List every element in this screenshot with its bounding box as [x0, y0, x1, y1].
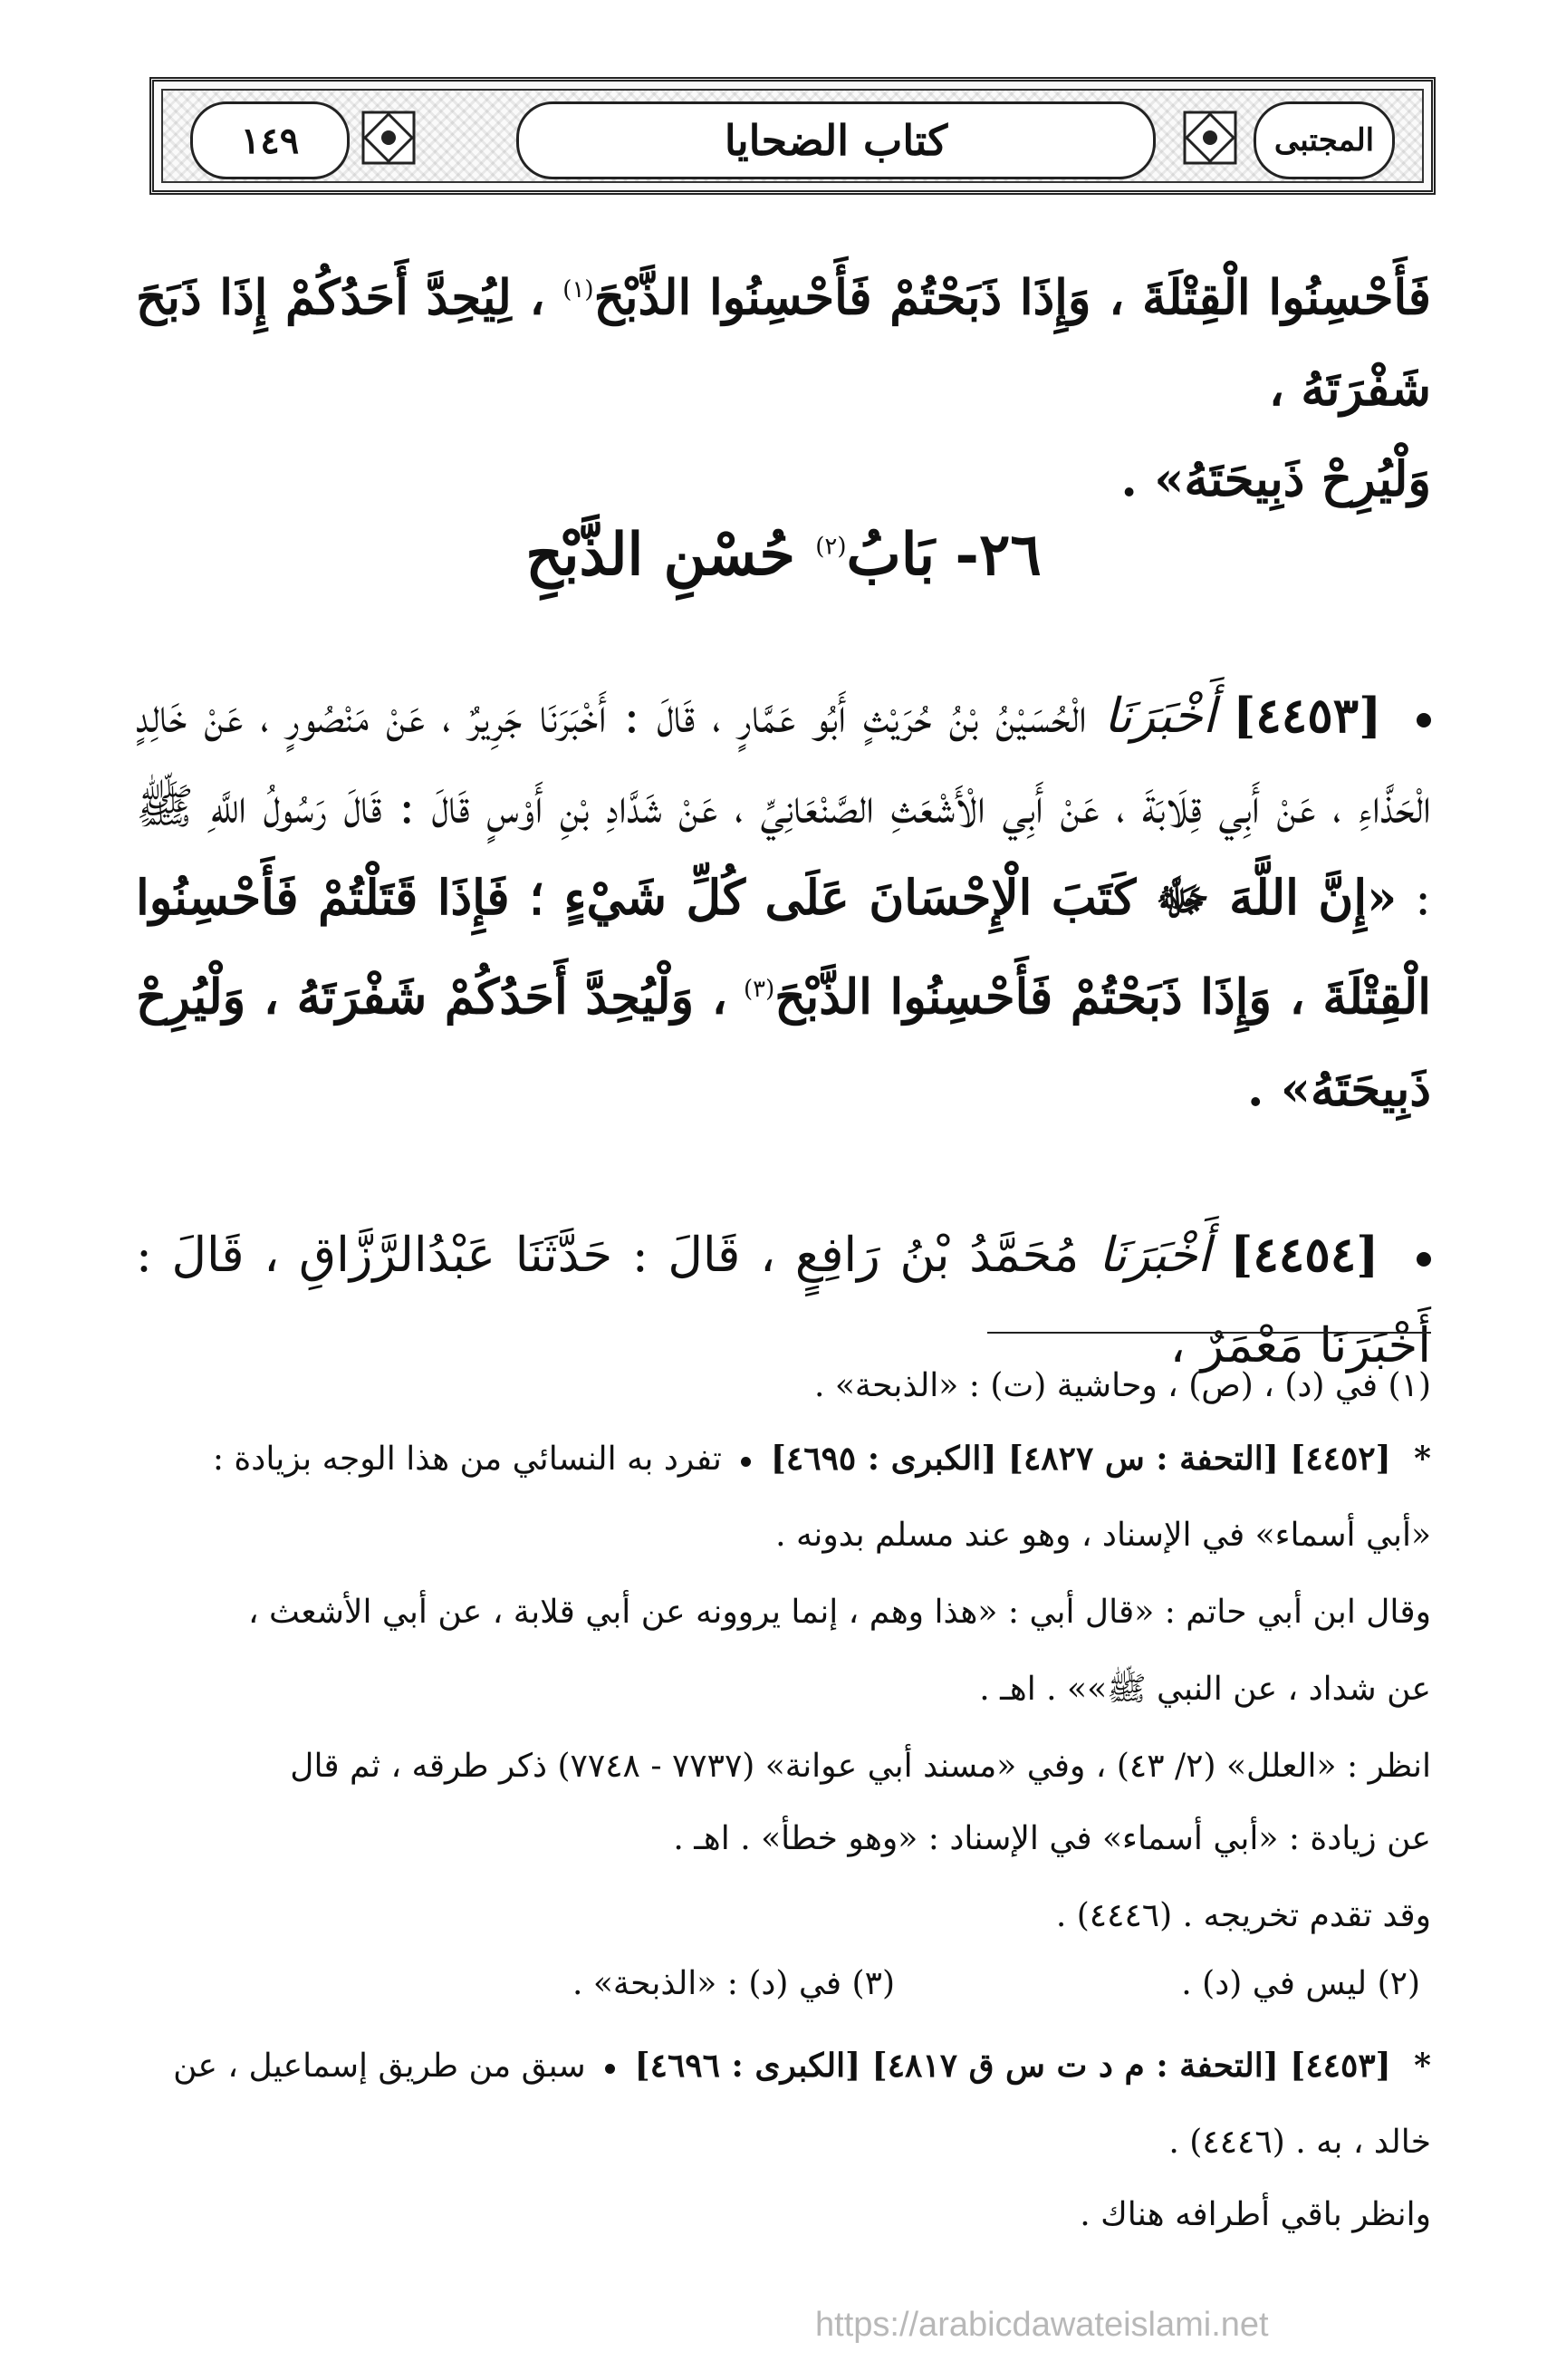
footnote-4452-ref: [٤٤٥٢] [التحفة : س ٤٨٢٧] [الكبرى : ٤٦٩٥]: [770, 1440, 1391, 1478]
footnote-4452-line-6: عن زيادة : «أبي أسماء» في الإسناد : «وهو خطأ» . اهـ .: [673, 1820, 1431, 1857]
bullet-icon: [1417, 713, 1431, 727]
footnote-4452-text: تفرد به النسائي من هذا الوجه بزيادة :: [212, 1441, 722, 1478]
akhbarana: أَخْبَرَنَا: [1103, 689, 1216, 744]
footnote-marker: (٢): [815, 533, 847, 561]
ornament-icon: [1179, 107, 1241, 169]
ornament-icon: [358, 107, 419, 169]
section-number: ٢٦-: [955, 521, 1042, 589]
series-logo: المجتبى: [1254, 101, 1395, 179]
footnote-1: (١) في (د) ، (ص) ، وحاشية (ت) : «الذبحة» .: [813, 1367, 1431, 1404]
bullet-icon: [1417, 1252, 1431, 1267]
bullet-icon: [741, 1457, 751, 1467]
footnote-marker: (١): [562, 276, 594, 304]
footnote-4453-line-2: خالد ، به . (٤٤٤٦) .: [1168, 2124, 1431, 2161]
section-title: حُسْنِ الذَّبْحِ: [525, 521, 795, 589]
hadith-number: [٤٤٥٤]: [1230, 1227, 1379, 1283]
footnote-4453-line-3: وانظر باقي أطرافه هناك .: [1080, 2196, 1431, 2233]
footnote-4452-line-2: «أبي أسماء» في الإسناد ، وهو عند مسلم بدونه .: [775, 1517, 1431, 1554]
footnote-marker: (٣): [743, 976, 775, 1003]
akhbarana: أَخْبَرَنَا: [1098, 1228, 1211, 1283]
footnote-4452: [136, 1431, 1431, 1487]
bullet-icon: [605, 2064, 615, 2074]
asterisk-icon: *: [1414, 2047, 1431, 2085]
footnote-4452-line-7: وقد تقدم تخريجه . (٤٤٤٦) .: [1055, 1897, 1431, 1934]
isnad: مُحَمَّدُ بْنُ رَافِعٍ ، قَالَ : حَدَّثَنَا عَبْدُالرَّزَّاقِ ، قَالَ : أَخْبَرَنَا مَعْمَرٌ ،: [136, 1228, 1431, 1373]
footnote-4453-ref: [٤٤٥٣] [التحفة : م د ت س ق ٤٨١٧] [الكبرى : ٤٦٩٦]: [634, 2047, 1391, 2085]
watermark-url: https://arabicdawateislami.net: [815, 2306, 1269, 2344]
footnote-3: (٣) في (د) : «الذبحة» .: [572, 1965, 895, 2002]
asterisk-icon: *: [1414, 1440, 1431, 1478]
section-bab: بَابُ: [846, 521, 936, 589]
continuation-line-1: فَأَحْسِنُوا الْقِتْلَةَ ، وَإِذَا ذَبَحْتُمْ فَأَحْسِنُوا الذَّبْحَ$^{(١)}$ ، لِيُحِدَّ أَحَدُكُمْ إِذَا ذَبَحَ شَفْرَتَهُ ،: [136, 269, 1432, 417]
footnote-4453: [136, 2038, 1431, 2094]
footnote-divider: [987, 1332, 1431, 1334]
page-number: ١٤٩: [190, 101, 350, 179]
header-ornamental-band: [161, 89, 1424, 183]
footnote-4452-line-4: عن شداد ، عن النبي ﷺ»» . اهـ .: [979, 1671, 1431, 1708]
hadith-4453-paragraph: [136, 670, 1431, 1135]
book-title: كتاب الضحايا: [516, 101, 1156, 179]
footnote-4452-line-3: وقال ابن أبي حاتم : «قال أبي : «هذا وهم ، إنما يروونه عن أبي قلابة ، عن أبي الأشعث ،: [247, 1594, 1431, 1631]
hadith-number: [٤٤٥٣]: [1233, 688, 1382, 744]
continuation-text: [136, 245, 1431, 525]
isnad: الْحُسَيْنُ بْنُ حُرَيْثٍ أَبُو عَمَّارٍ ، قَالَ : أَخْبَرَنَا جَرِيرٌ ، عَنْ مَنْصُورٍ ، عَنْ خَالِدٍ الْحَذَّاءِ ، عَنْ أَبِي قِلَابَةَ ، عَنْ أَبِي الْأَشْعَثِ الصَّنْعَانِيِّ ، عَنْ شَدَّادِ بْنِ أَوْسٍ قَالَ : قَالَ رَسُولُ اللَّهِ ﷺ :: [136, 689, 1431, 926]
matn: «إِنَّ اللَّهَ ﷻ كَتَبَ الْإِحْسَانَ عَلَى كُلِّ شَيْءٍ ؛ فَإِذَا قَتَلْتُمْ فَأَحْسِنُوا الْقِتْلَةَ ، وَإِذَا ذَبَحْتُمْ فَأَحْسِنُوا الذَّبْحَ: [136, 870, 1432, 1026]
footnote-4452-line-5: انظر : «العلل» (٢/ ٤٣) ، وفي «مسند أبي عوانة» (٧٧٣٧ - ٧٧٤٨) ذكر طرقه ، ثم قال: [290, 1748, 1431, 1785]
page-header: [149, 77, 1436, 195]
footnote-2: (٢) ليس في (د) .: [1181, 1965, 1420, 2002]
matn-end: ، وَلْيُحِدَّ أَحَدُكُمْ شَفْرَتَهُ ، وَلْيُرِحْ ذَبِيحَتَهُ» .: [136, 968, 1431, 1117]
continuation-line-2: وَلْيُرِحْ ذَبِيحَتَهُ» .: [1120, 450, 1431, 507]
footnote-4453-text: سبق من طريق إسماعيل ، عن: [173, 2048, 586, 2085]
section-heading: [136, 521, 1431, 589]
hadith-4453: [136, 670, 1431, 1135]
